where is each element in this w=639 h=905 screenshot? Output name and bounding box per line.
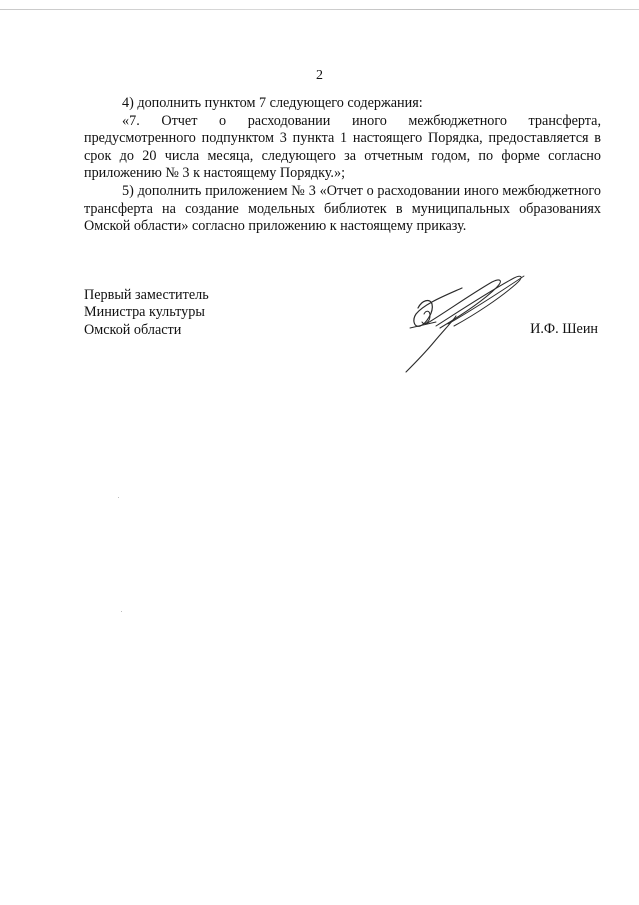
handwritten-signature-icon <box>396 268 536 374</box>
paragraph-point-7: «7. Отчет о расходовании иного межбюджетного трансферта, предусмотренного подпунктом 3 пункта 1 настоящего Порядка, предоставляется в срок до 20 числа месяца, следующего за отчетным годом, по форме согласно приложению № 3 к настоящему Порядку.»; <box>84 112 601 182</box>
signatory-title-line: Министра культуры <box>84 304 205 321</box>
paragraph-item-5: 5) дополнить приложением № 3 «Отчет о расходовании иного межбюджетного трансферта на создание модельных библиотек в муниципальных образованиях Омской области» согласно приложению к настоящему приказу. <box>84 182 601 235</box>
scan-top-edge <box>0 9 639 10</box>
signatory-name: И.Ф. Шеин <box>530 321 598 337</box>
document-body <box>84 95 601 236</box>
signatory-title-line: Омской области <box>84 321 182 338</box>
scan-speck <box>118 497 119 498</box>
page-number: 2 <box>316 68 323 83</box>
signatory-title <box>84 287 209 339</box>
signatory-title-line: Первый заместитель <box>84 287 209 303</box>
paragraph-item-4: 4) дополнить пунктом 7 следующего содержания: <box>122 95 423 111</box>
scan-speck <box>121 611 122 612</box>
